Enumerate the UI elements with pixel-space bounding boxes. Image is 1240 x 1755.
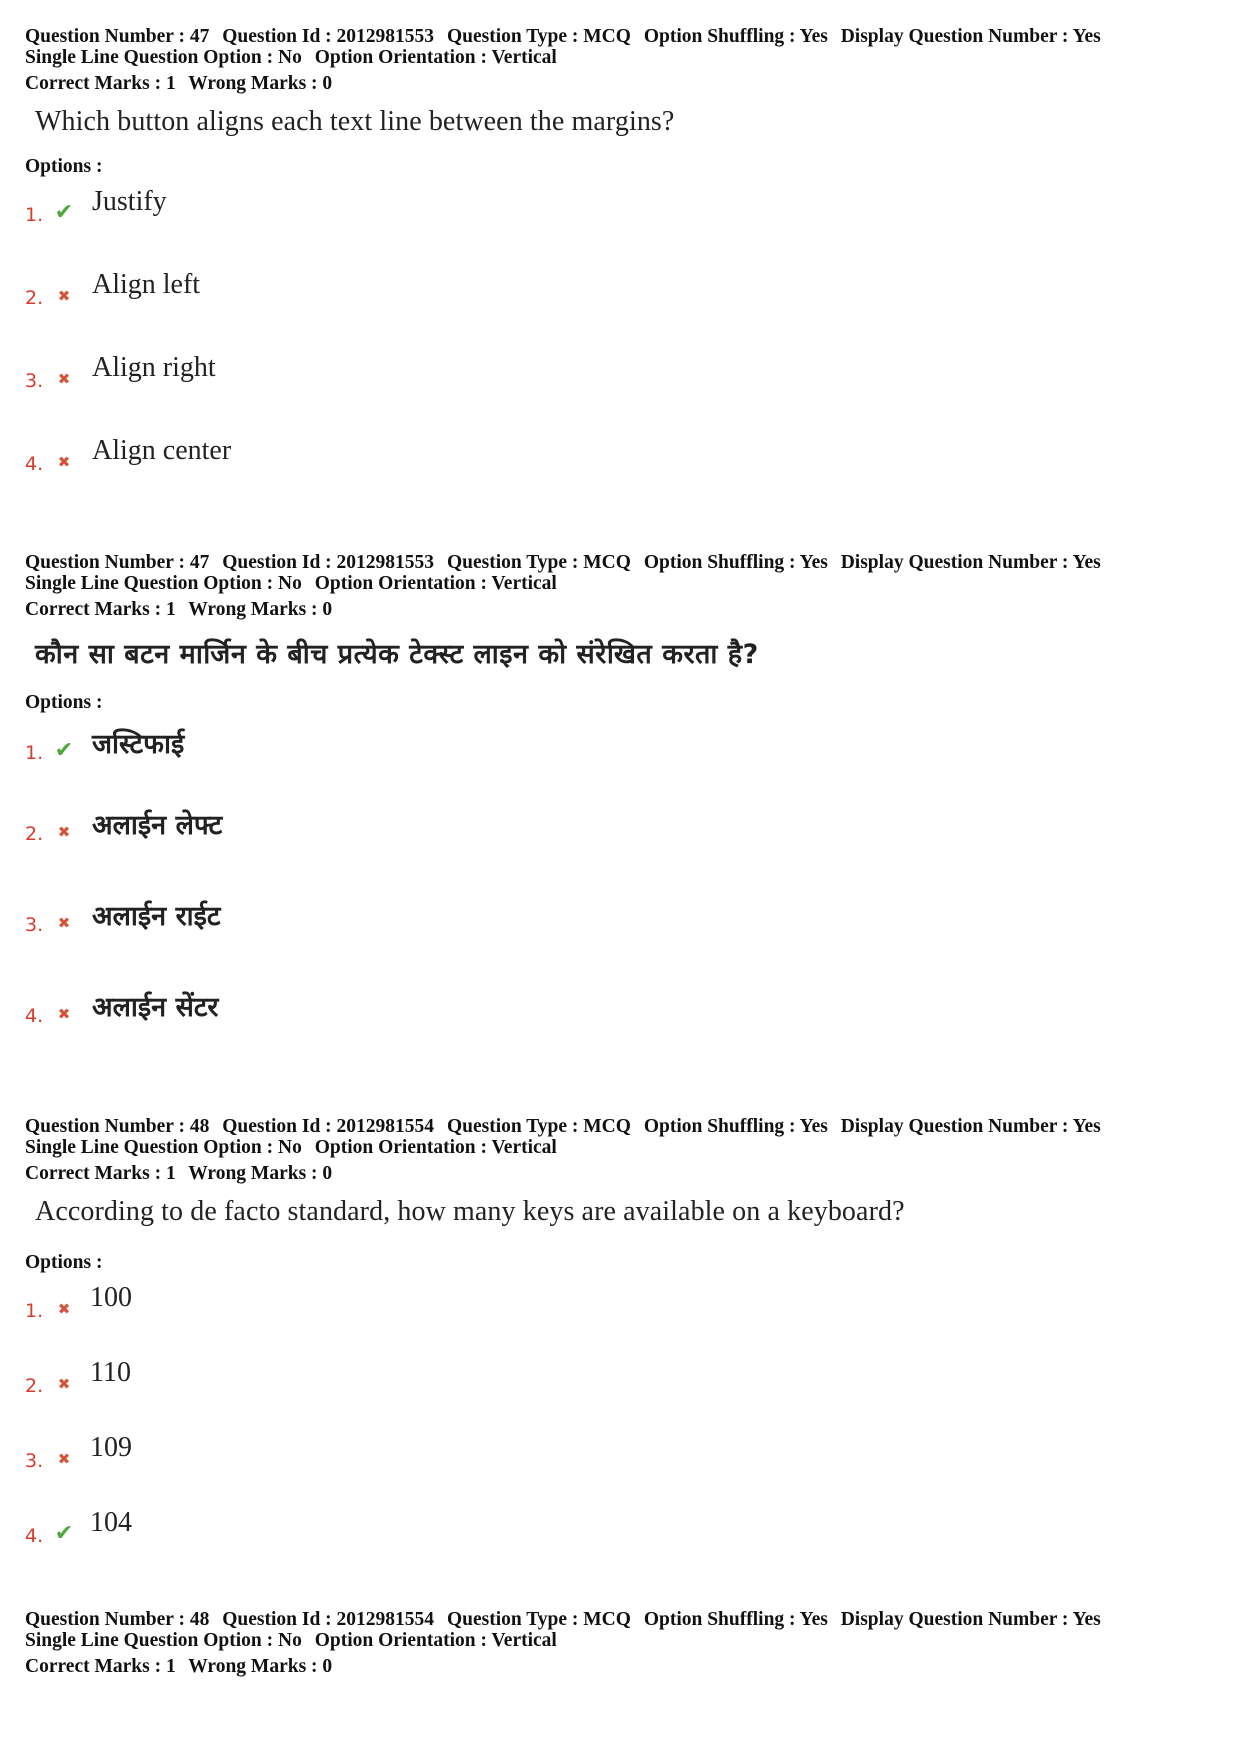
option-4 [25,435,625,475]
question-block-48-hi [25,1609,1215,1677]
question-marks: Correct Marks : 1 Wrong Marks : 0 [25,1163,333,1184]
option-2 [25,269,625,309]
option-1 [25,186,625,226]
cross-icon: ✖ [57,1375,71,1393]
question-text: According to de facto standard, how many keys are available on a keyboard? [35,1196,905,1227]
option-number: 1. [25,742,44,764]
cross-icon: ✖ [57,287,71,305]
question-text: कौन सा बटन मार्जिन के बीच प्रत्येक टेक्स्ट लाइन को संरेखित करता है? [35,639,759,670]
option-number: 4. [25,1525,44,1547]
option-text: जस्टिफाई [92,729,185,760]
option-number: 4. [25,453,44,475]
check-icon: ✔ [54,200,74,225]
question-meta-line1: Question Number : 47 Question Id : 2012981553 Question Type : MCQ Option Shuffling : Yes Display Question Number : Yes [25,552,1101,573]
question-block-48-en [25,1116,1215,1547]
question-meta-line2: Single Line Question Option : No Option Orientation : Vertical [25,1137,557,1158]
cross-icon: ✖ [57,453,71,471]
option-3 [25,1432,625,1472]
option-number: 1. [25,1300,44,1322]
option-text: Justify [92,186,167,217]
option-number: 2. [25,1375,44,1397]
options-label: Options : [25,156,103,177]
option-number: 4. [25,1005,44,1027]
question-meta-line2: Single Line Question Option : No Option Orientation : Vertical [25,573,557,594]
option-text: 110 [90,1357,131,1388]
option-2 [25,1357,625,1397]
option-number: 3. [25,914,44,936]
cross-icon: ✖ [57,370,71,388]
cross-icon: ✖ [57,914,71,932]
option-text: 100 [90,1282,132,1313]
cross-icon: ✖ [57,1450,71,1468]
options-label: Options : [25,1252,103,1273]
option-number: 3. [25,370,44,392]
question-meta-line1: Question Number : 48 Question Id : 2012981554 Question Type : MCQ Option Shuffling : Yes Display Question Number : Yes [25,1116,1101,1137]
option-4 [25,1507,625,1547]
question-meta-line2: Single Line Question Option : No Option Orientation : Vertical [25,47,557,68]
option-text: Align right [92,352,216,383]
check-icon: ✔ [54,738,74,763]
option-2 [25,805,625,845]
option-text: 104 [90,1507,132,1538]
question-marks: Correct Marks : 1 Wrong Marks : 0 [25,73,333,94]
option-3 [25,352,625,392]
option-number: 2. [25,823,44,845]
option-text: अलाईन सेंटर [92,992,219,1023]
question-text: Which button aligns each text line between the margins? [35,106,675,137]
cross-icon: ✖ [57,823,71,841]
check-icon: ✔ [54,1521,74,1546]
option-text: Align center [92,435,232,466]
question-meta-line2: Single Line Question Option : No Option Orientation : Vertical [25,1630,557,1651]
option-1 [25,724,625,764]
question-meta-line1: Question Number : 48 Question Id : 2012981554 Question Type : MCQ Option Shuffling : Yes Display Question Number : Yes [25,1609,1101,1630]
options-label: Options : [25,692,103,713]
option-text: अलाईन लेफ्ट [92,810,223,841]
option-1 [25,1282,625,1322]
option-3 [25,896,625,936]
question-block-47-en [25,26,1215,475]
question-meta-line1: Question Number : 47 Question Id : 2012981553 Question Type : MCQ Option Shuffling : Yes Display Question Number : Yes [25,26,1101,47]
option-number: 2. [25,287,44,309]
option-text: अलाईन राईट [92,901,221,932]
question-marks: Correct Marks : 1 Wrong Marks : 0 [25,1656,333,1677]
option-text: 109 [90,1432,132,1463]
option-text: Align left [92,269,201,300]
cross-icon: ✖ [57,1300,71,1318]
option-number: 1. [25,204,44,226]
cross-icon: ✖ [57,1005,71,1023]
question-marks: Correct Marks : 1 Wrong Marks : 0 [25,599,333,620]
option-4 [25,987,625,1027]
question-block-47-hi [25,552,1215,1027]
option-number: 3. [25,1450,44,1472]
